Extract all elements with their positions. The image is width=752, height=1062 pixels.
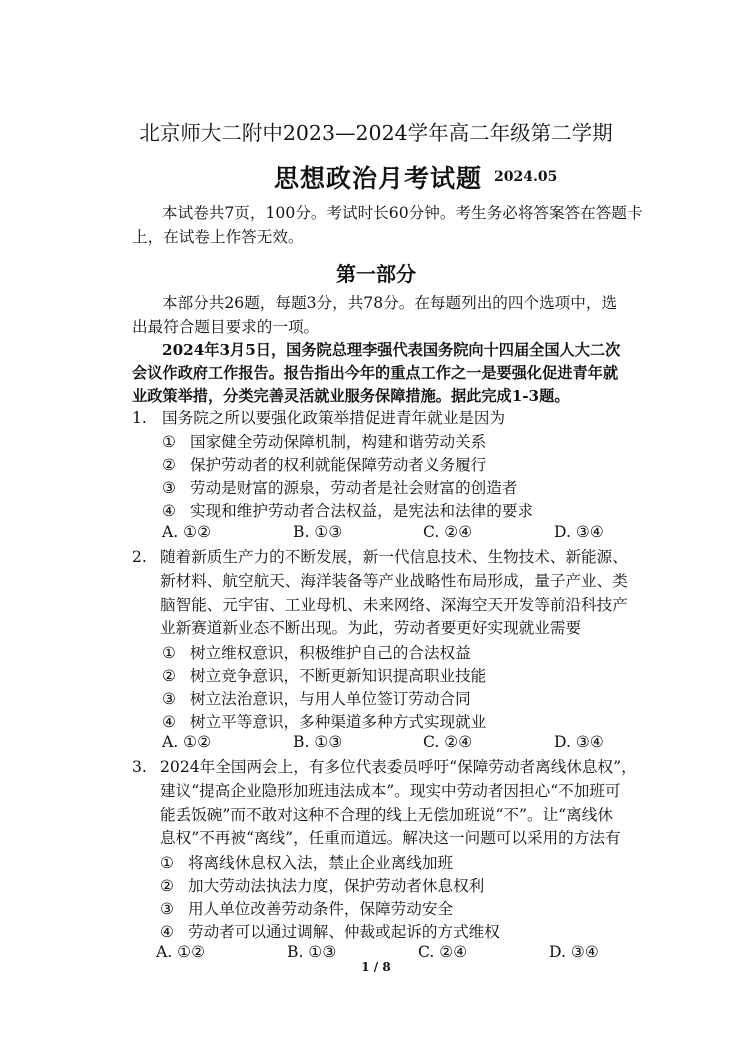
option-text: 加大劳动法执法力度，保护劳动者休息权利 (187, 877, 485, 895)
option-text: 树立法治意识，与用人单位签订劳动合同 (189, 690, 471, 708)
option-mark: ② (160, 877, 174, 895)
question-stem-line: 随着新质生产力的不断发展，新一代信息技术、生物技术、新能源、 (160, 548, 628, 566)
option-mark: ③ (162, 690, 176, 708)
answer-choice-b[interactable]: B. ①③ (293, 733, 343, 751)
option-mark: ① (160, 854, 174, 872)
question-stem-line: 国务院之所以要强化政策举措促进青年就业是因为 (162, 409, 506, 427)
page-number: 1 / 8 (361, 960, 391, 974)
answer-choice-c[interactable]: C. ②④ (423, 733, 473, 751)
option-text: 用人单位改善劳动条件，保障劳动安全 (187, 900, 454, 918)
exam-date: 2024.05 (494, 169, 558, 185)
material-line: 2024年3月5日，国务院总理李强代表国务院向十四届全国人大二次 (162, 341, 621, 359)
option-2 (162, 664, 486, 686)
question-stem-line: 新材料、航空航天、海洋装备等产业战略性布局形成，量子产业、类 (160, 572, 628, 590)
option-4 (160, 920, 500, 942)
option-4 (162, 710, 486, 732)
question-number: 1. (132, 409, 147, 427)
question-stem-line: 息权”不再被“离线”，任重而道远。解决这一问题可以采用的方法有 (160, 829, 621, 847)
answer-choice-a[interactable]: A. ①② (162, 523, 212, 541)
answer-choice-c[interactable]: C. ②④ (423, 523, 473, 541)
option-text: 国家健全劳动保障机制，构建和谐劳动关系 (189, 433, 487, 451)
option-mark: ④ (162, 502, 176, 520)
option-text: 树立维权意识，积极维护自己的合法权益 (189, 644, 471, 662)
option-text: 树立竞争意识，不断更新知识提高职业技能 (189, 667, 487, 685)
answer-choice-a[interactable]: A. ①② (162, 733, 212, 751)
option-4 (162, 499, 533, 521)
question-stem-line: 脑智能、元宇宙、工业母机、未来网络、深海空天开发等前沿科技产 (160, 596, 628, 614)
option-3 (162, 687, 471, 709)
answer-choice-d[interactable]: D. ③④ (554, 733, 604, 751)
option-3 (162, 476, 517, 498)
option-mark: ③ (160, 900, 174, 918)
option-2 (160, 874, 484, 896)
section-title: 第一部分 (336, 262, 416, 286)
answer-choice-b[interactable]: B. ①③ (293, 523, 343, 541)
option-text: 实现和维护劳动者合法权益，是宪法和法律的要求 (189, 502, 534, 520)
option-mark: ④ (162, 713, 176, 731)
option-mark: ② (162, 456, 176, 474)
option-mark: ② (162, 667, 176, 685)
section-intro-line: 出最符合题目要求的一项。 (132, 318, 320, 336)
option-mark: ① (162, 433, 176, 451)
option-1 (162, 641, 471, 663)
material-line: 会议作政府工作报告。报告指出今年的重点工作之一是要强化促进青年就 (132, 364, 618, 382)
option-text: 保护劳动者的权利就能保障劳动者义务履行 (189, 456, 487, 474)
option-mark: ① (162, 644, 176, 662)
answer-choice-a[interactable]: A. ①② (156, 943, 206, 961)
question-stem-line: 2024年全国两会上，有多位代表委员呼吁“保障劳动者离线休息权”， (160, 758, 637, 776)
answer-choice-b[interactable]: B. ①③ (287, 943, 337, 961)
question-number: 3. (132, 758, 147, 776)
option-text: 将离线休息权入法，禁止企业离线加班 (187, 854, 454, 872)
option-2 (162, 453, 486, 475)
answer-choice-d[interactable]: D. ③④ (554, 523, 604, 541)
exam-title: 思想政治月考试题 (274, 164, 483, 193)
answer-choice-d[interactable]: D. ③④ (549, 943, 599, 961)
option-mark: ③ (162, 479, 176, 497)
material-line: 业政策举措，分类完善灵活就业服务保障措施。据此完成1-3题。 (132, 387, 570, 405)
question-stem-line: 能丢饭碗”而不敢对这种不合理的线上无偿加班说“不”。让“离线休 (160, 806, 613, 824)
question-number: 2. (132, 548, 147, 566)
option-text: 树立平等意识，多种渠道多种方式实现就业 (189, 713, 487, 731)
instruction-line: 本试卷共7页，100分。考试时长60分钟。考生务必将答案答在答题卡 (162, 204, 643, 222)
option-text: 劳动者可以通过调解、仲裁或起诉的方式维权 (187, 923, 500, 941)
option-1 (162, 430, 486, 452)
section-intro-line: 本部分共26题，每题3分，共78分。在每题列出的四个选项中，选 (162, 294, 618, 312)
question-stem-line: 建议“提高企业隐形加班违法成本”。现实中劳动者因担心“不加班可 (160, 782, 621, 800)
question-stem-line: 业新赛道新业态不断出现。为此，劳动者要更好实现就业需要 (160, 619, 582, 637)
option-text: 劳动是财富的源泉，劳动者是社会财富的创造者 (189, 479, 518, 497)
school-title: 北京师大二附中2023—2024学年高二年级第二学期 (139, 121, 613, 145)
option-mark: ④ (160, 923, 174, 941)
instruction-line: 上，在试卷上作答无效。 (132, 228, 304, 246)
option-1 (160, 851, 453, 873)
answer-choice-c[interactable]: C. ②④ (418, 943, 468, 961)
option-3 (160, 897, 453, 919)
